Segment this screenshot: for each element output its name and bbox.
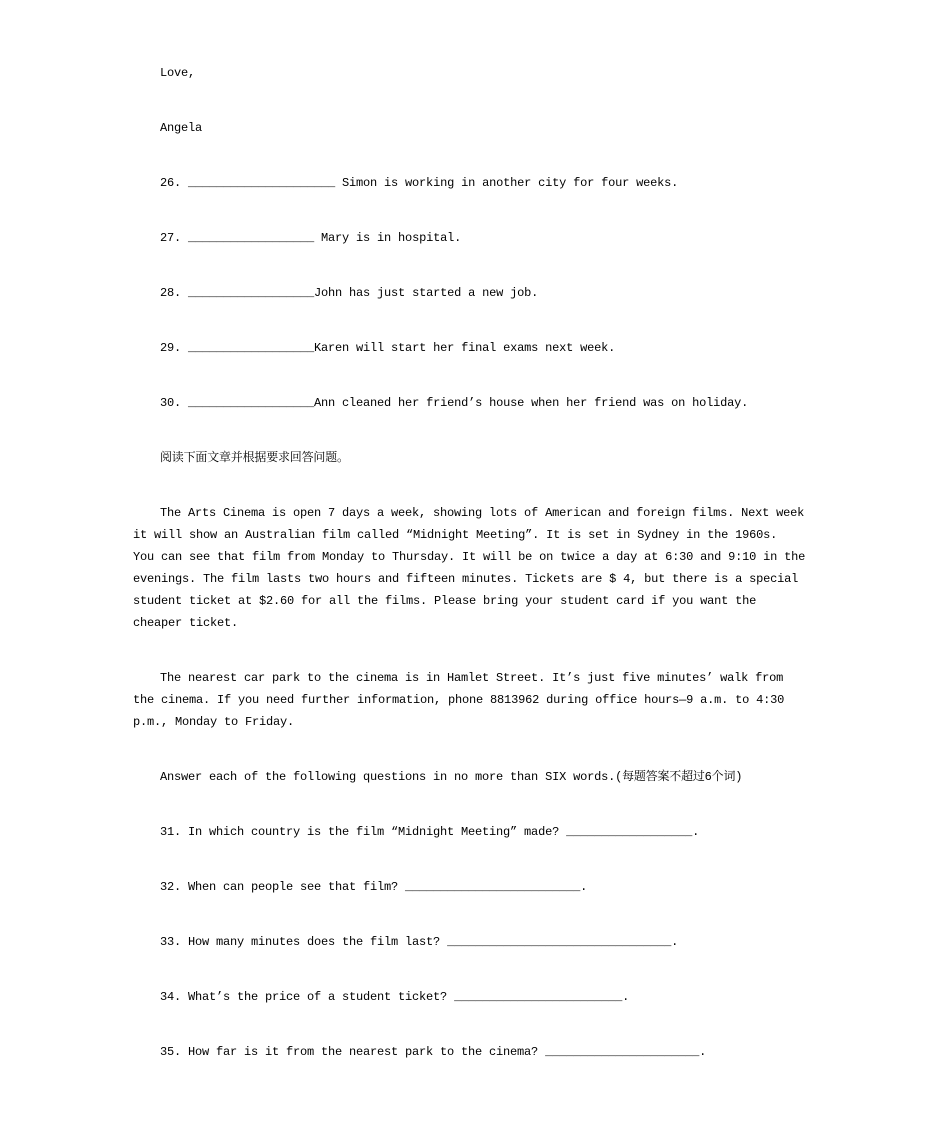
passage-line: You can see that film from Monday to Thursday. It will be on twice a day at 6:30 and 9:10 in the	[133, 550, 806, 564]
question-text: 34. What’s the price of a student ticket?	[160, 990, 455, 1004]
question-text: 31. In which country is the film “Midnight Meeting” made?	[160, 825, 567, 839]
matching-item-28	[133, 282, 905, 304]
matching-item-29	[133, 337, 905, 359]
item-statement: Simon is working in another city for four weeks.	[335, 176, 679, 190]
question-32	[133, 876, 905, 898]
reading-instruction-cn: 阅读下面文章并根据要求回答问题。	[160, 451, 349, 465]
item-number: 30.	[160, 396, 189, 410]
item-number: 29.	[160, 341, 189, 355]
passage-line: cheaper ticket.	[133, 616, 239, 630]
question-33	[133, 931, 905, 953]
question-suffix: .	[622, 990, 630, 1004]
answer-blank: __________________	[188, 341, 315, 355]
answer-blank: ________________________	[454, 990, 623, 1004]
answer-instruction: Answer each of the following questions in no more than SIX words.(每题答案不超过6个词)	[160, 770, 743, 784]
answer-blank: _____________________	[188, 176, 336, 190]
question-suffix: .	[692, 825, 700, 839]
answer-blank: _________________________	[405, 880, 581, 894]
item-statement: Mary is in hospital.	[314, 231, 462, 245]
letter-valediction: Love,	[160, 66, 196, 80]
passage-line: evenings. The film lasts two hours and fifteen minutes. Tickets are $ 4, but there is a special	[133, 572, 799, 586]
answer-blank: __________________	[188, 396, 315, 410]
item-statement: John has just started a new job.	[314, 286, 539, 300]
passage-line: The nearest car park to the cinema is in Hamlet Street. It’s just five minutes’ walk from	[160, 671, 784, 685]
item-statement: Ann cleaned her friend’s house when her friend was on holiday.	[314, 396, 749, 410]
answer-blank: __________________	[188, 231, 315, 245]
item-statement: Karen will start her final exams next week.	[314, 341, 616, 355]
passage-paragraph-1	[133, 502, 905, 634]
item-number: 28.	[160, 286, 189, 300]
question-suffix: .	[671, 935, 679, 949]
question-35	[133, 1041, 905, 1063]
item-number: 26.	[160, 176, 189, 190]
question-suffix: .	[699, 1045, 707, 1059]
passage-line: The Arts Cinema is open 7 days a week, showing lots of American and foreign films. Next week	[160, 506, 805, 520]
passage-paragraph-2	[133, 667, 905, 733]
question-suffix: .	[580, 880, 588, 894]
matching-item-30	[133, 392, 905, 414]
matching-item-27	[133, 227, 905, 249]
answer-blank: __________________	[188, 286, 315, 300]
passage-line: student ticket at $2.60 for all the films. Please bring your student card if you want the	[133, 594, 757, 608]
question-text: 32. When can people see that film?	[160, 880, 406, 894]
answer-blank: __________________	[566, 825, 693, 839]
question-34	[133, 986, 905, 1008]
answer-blank: ______________________	[545, 1045, 700, 1059]
question-text: 33. How many minutes does the film last?	[160, 935, 448, 949]
passage-line: the cinema. If you need further information, phone 8813962 during office hours—9 a.m. to 4:30	[133, 693, 785, 707]
answer-blank: ________________________________	[447, 935, 672, 949]
question-text: 35. How far is it from the nearest park to the cinema?	[160, 1045, 546, 1059]
matching-item-26	[133, 172, 905, 194]
passage-line: it will show an Australian film called “Midnight Meeting”. It is set in Sydney in the 1960s.	[133, 528, 778, 542]
passage-line: p.m., Monday to Friday.	[133, 715, 295, 729]
question-31	[133, 821, 905, 843]
item-number: 27.	[160, 231, 189, 245]
letter-signature: Angela	[160, 121, 203, 135]
